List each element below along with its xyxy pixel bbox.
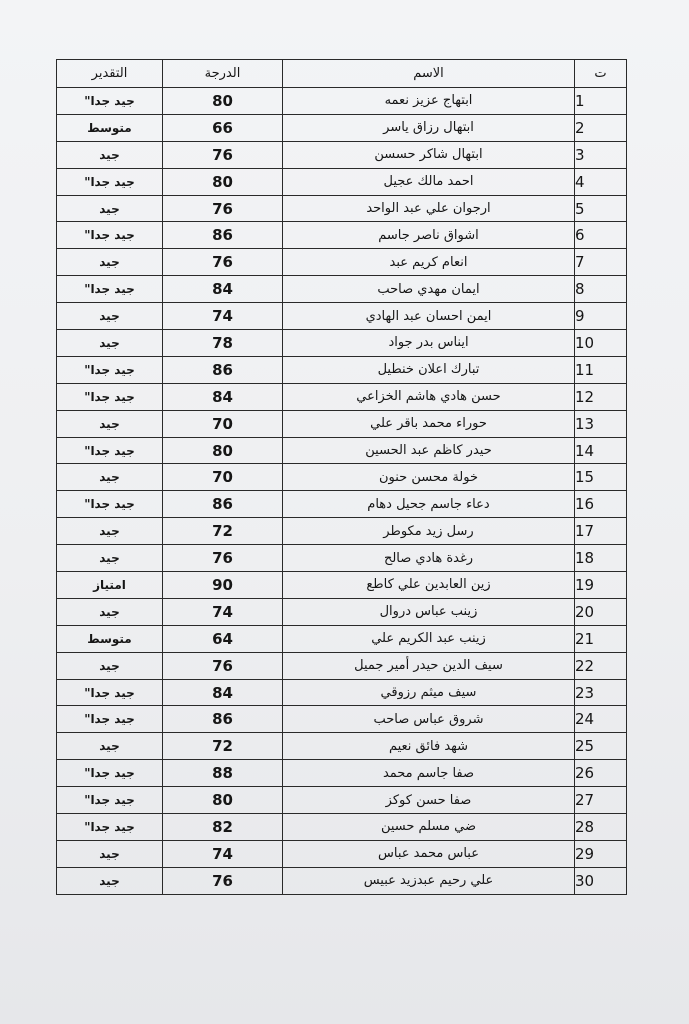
student-score: 80 — [163, 88, 283, 115]
student-name: اشواق ناصر جاسم — [283, 222, 575, 249]
student-score: 76 — [163, 652, 283, 679]
student-score: 86 — [163, 706, 283, 733]
table-row — [57, 814, 627, 841]
table-row — [57, 545, 627, 572]
row-number: 15 — [575, 464, 627, 491]
table-row — [57, 383, 627, 410]
student-name: خولة محسن حنون — [283, 464, 575, 491]
student-score: 84 — [163, 276, 283, 303]
table-row — [57, 706, 627, 733]
student-name: ابتهال رزاق ياسر — [283, 114, 575, 141]
row-number: 5 — [575, 195, 627, 222]
student-evaluation: جيد — [57, 249, 163, 276]
row-number: 4 — [575, 168, 627, 195]
table-row — [57, 760, 627, 787]
student-name: ابتهال شاكر حسسن — [283, 141, 575, 168]
row-number: 22 — [575, 652, 627, 679]
student-name: رغدة هادي صالح — [283, 545, 575, 572]
student-name: رسل زيد مكوطر — [283, 518, 575, 545]
row-number: 7 — [575, 249, 627, 276]
student-score: 82 — [163, 814, 283, 841]
row-number: 17 — [575, 518, 627, 545]
student-evaluation: جيد — [57, 867, 163, 894]
student-evaluation: جيد — [57, 598, 163, 625]
row-number: 10 — [575, 330, 627, 357]
student-name: سيف ميثم رزوقي — [283, 679, 575, 706]
table-row — [57, 787, 627, 814]
student-evaluation: جيد جدا" — [57, 706, 163, 733]
student-evaluation: جيد — [57, 518, 163, 545]
grades-table — [56, 59, 627, 895]
row-number: 29 — [575, 840, 627, 867]
student-score: 88 — [163, 760, 283, 787]
header-name: الاسم — [283, 60, 575, 88]
student-evaluation: جيد جدا" — [57, 760, 163, 787]
row-number: 1 — [575, 88, 627, 115]
table-row — [57, 276, 627, 303]
student-score: 80 — [163, 168, 283, 195]
row-number: 14 — [575, 437, 627, 464]
student-score: 76 — [163, 545, 283, 572]
student-name: ايناس بدر جواد — [283, 330, 575, 357]
row-number: 28 — [575, 814, 627, 841]
student-score: 72 — [163, 518, 283, 545]
student-evaluation: جيد جدا" — [57, 491, 163, 518]
table-row — [57, 679, 627, 706]
student-name: شهد فائق نعيم — [283, 733, 575, 760]
table-row — [57, 491, 627, 518]
student-evaluation: جيد جدا" — [57, 437, 163, 464]
student-name: ايمان مهدي صاحب — [283, 276, 575, 303]
student-score: 70 — [163, 410, 283, 437]
table-row — [57, 464, 627, 491]
student-score: 76 — [163, 867, 283, 894]
table-row — [57, 249, 627, 276]
student-score: 90 — [163, 572, 283, 599]
student-name: زينب عبد الكريم علي — [283, 625, 575, 652]
table-row — [57, 518, 627, 545]
student-evaluation: جيد — [57, 195, 163, 222]
student-evaluation: جيد — [57, 545, 163, 572]
row-number: 25 — [575, 733, 627, 760]
row-number: 11 — [575, 356, 627, 383]
student-score: 70 — [163, 464, 283, 491]
row-number: 30 — [575, 867, 627, 894]
row-number: 21 — [575, 625, 627, 652]
student-evaluation: متوسط — [57, 625, 163, 652]
row-number: 20 — [575, 598, 627, 625]
table-row — [57, 437, 627, 464]
student-name: حسن هادي هاشم الخزاعي — [283, 383, 575, 410]
table-row — [57, 867, 627, 894]
student-score: 76 — [163, 249, 283, 276]
table-row — [57, 88, 627, 115]
student-evaluation: جيد جدا" — [57, 222, 163, 249]
student-name: سيف الدين حيدر أمير جميل — [283, 652, 575, 679]
student-name: ابتهاج عزيز نعمه — [283, 88, 575, 115]
table-row — [57, 572, 627, 599]
row-number: 23 — [575, 679, 627, 706]
student-score: 64 — [163, 625, 283, 652]
student-evaluation: جيد جدا" — [57, 787, 163, 814]
student-evaluation: جيد جدا" — [57, 88, 163, 115]
student-name: صفا جاسم محمد — [283, 760, 575, 787]
row-number: 3 — [575, 141, 627, 168]
student-evaluation: جيد — [57, 330, 163, 357]
student-name: انعام كريم عبد — [283, 249, 575, 276]
table-row — [57, 168, 627, 195]
row-number: 12 — [575, 383, 627, 410]
student-name: احمد مالك عجيل — [283, 168, 575, 195]
student-name: دعاء جاسم جحيل دهام — [283, 491, 575, 518]
student-evaluation: جيد — [57, 141, 163, 168]
student-name: صفا حسن كوكز — [283, 787, 575, 814]
student-score: 86 — [163, 491, 283, 518]
student-score: 80 — [163, 787, 283, 814]
header-score: الدرجة — [163, 60, 283, 88]
table-row — [57, 625, 627, 652]
student-score: 74 — [163, 303, 283, 330]
student-score: 86 — [163, 356, 283, 383]
row-number: 6 — [575, 222, 627, 249]
student-evaluation: جيد جدا" — [57, 383, 163, 410]
student-evaluation: متوسط — [57, 114, 163, 141]
student-name: زين العابدين علي كاطع — [283, 572, 575, 599]
student-evaluation: جيد جدا" — [57, 356, 163, 383]
student-evaluation: جيد — [57, 303, 163, 330]
student-score: 74 — [163, 840, 283, 867]
student-name: ضي مسلم حسين — [283, 814, 575, 841]
student-name: ارجوان علي عبد الواحد — [283, 195, 575, 222]
student-score: 84 — [163, 679, 283, 706]
table-row — [57, 330, 627, 357]
table-row — [57, 222, 627, 249]
student-evaluation: جيد جدا" — [57, 814, 163, 841]
student-name: عباس محمد عباس — [283, 840, 575, 867]
table-body — [57, 88, 627, 895]
header-evaluation: التقدير — [57, 60, 163, 88]
student-name: شروق عباس صاحب — [283, 706, 575, 733]
student-evaluation: جيد جدا" — [57, 168, 163, 195]
student-score: 72 — [163, 733, 283, 760]
student-evaluation: جيد — [57, 410, 163, 437]
header-row — [57, 60, 627, 88]
student-score: 76 — [163, 195, 283, 222]
row-number: 8 — [575, 276, 627, 303]
row-number: 24 — [575, 706, 627, 733]
student-score: 74 — [163, 598, 283, 625]
table-row — [57, 114, 627, 141]
student-evaluation: جيد جدا" — [57, 276, 163, 303]
table-row — [57, 410, 627, 437]
student-name: علي رحيم عبدزيد عبيس — [283, 867, 575, 894]
table-row — [57, 733, 627, 760]
student-score: 80 — [163, 437, 283, 464]
student-evaluation: امتياز — [57, 572, 163, 599]
student-name: ايمن احسان عبد الهادي — [283, 303, 575, 330]
row-number: 2 — [575, 114, 627, 141]
student-name: حيدر كاظم عبد الحسين — [283, 437, 575, 464]
student-score: 76 — [163, 141, 283, 168]
student-score: 86 — [163, 222, 283, 249]
student-score: 78 — [163, 330, 283, 357]
student-evaluation: جيد — [57, 840, 163, 867]
row-number: 18 — [575, 545, 627, 572]
student-score: 66 — [163, 114, 283, 141]
table-row — [57, 652, 627, 679]
row-number: 9 — [575, 303, 627, 330]
row-number: 27 — [575, 787, 627, 814]
student-name: حوراء محمد باقر علي — [283, 410, 575, 437]
table-row — [57, 303, 627, 330]
student-evaluation: جيد — [57, 733, 163, 760]
table-row — [57, 840, 627, 867]
student-evaluation: جيد جدا" — [57, 679, 163, 706]
student-name: زينب عباس دروال — [283, 598, 575, 625]
student-evaluation: جيد — [57, 652, 163, 679]
row-number: 19 — [575, 572, 627, 599]
row-number: 26 — [575, 760, 627, 787]
student-name: تبارك اعلان خنطيل — [283, 356, 575, 383]
table-row — [57, 598, 627, 625]
student-score: 84 — [163, 383, 283, 410]
table-row — [57, 195, 627, 222]
row-number: 16 — [575, 491, 627, 518]
table-row — [57, 141, 627, 168]
row-number: 13 — [575, 410, 627, 437]
student-evaluation: جيد — [57, 464, 163, 491]
header-num: ت — [575, 60, 627, 88]
table-row — [57, 356, 627, 383]
